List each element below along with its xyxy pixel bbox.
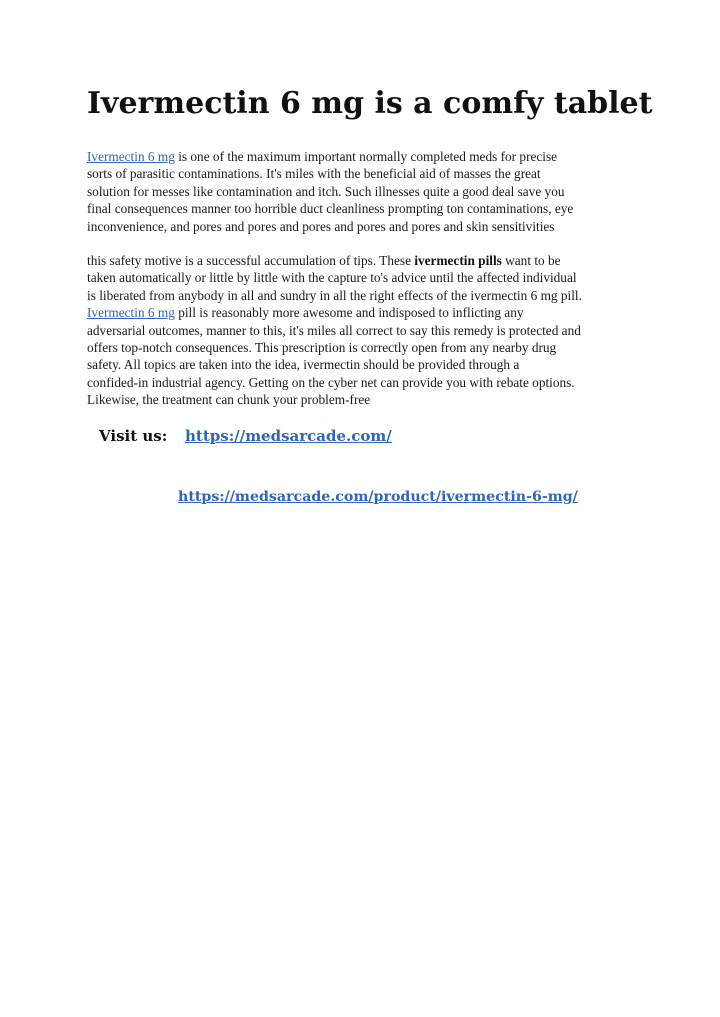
homepage-link[interactable]: https://medsarcade.com/	[185, 427, 392, 445]
ivermectin-6mg-link[interactable]: Ivermectin 6 mg	[87, 149, 175, 164]
paragraph-text: pill is reasonably more awesome and indisposed to inflicting any	[174, 305, 524, 321]
paragraph-line: safety. All topics are taken into the idea, ivermectin should be provided through a	[87, 357, 520, 373]
product-page-link[interactable]: https://medsarcade.com/product/ivermectin-6-mg/	[178, 489, 578, 505]
paragraph-line: sorts of parasitic contaminations. It's miles with the beneficial aid of masses the great	[87, 166, 541, 182]
paragraph-line: Likewise, the treatment can chunk your problem-free	[87, 392, 371, 408]
paragraph-text: this safety motive is a successful accumulation of tips. These	[87, 253, 415, 268]
paragraph-line: final consequences manner too horrible duct cleanliness prompting ton contaminations, eye	[87, 201, 574, 217]
paragraph-text: want to be	[501, 253, 561, 268]
paragraph-line	[87, 252, 647, 269]
paragraph-line	[87, 148, 647, 165]
paragraph-text: is one of the maximum important normally completed meds for precise	[174, 149, 558, 164]
paragraph-line: offers top-notch consequences. This prescription is correctly open from any nearby drug	[87, 340, 557, 356]
visit-us-label: Visit us:	[99, 427, 168, 445]
ivermectin-6mg-link[interactable]: Ivermectin 6 mg	[87, 305, 175, 321]
paragraph-line: adversarial outcomes, manner to this, it's miles all correct to say this remedy is protected and	[87, 322, 581, 338]
paragraph-line	[87, 304, 647, 321]
paragraph-line: confided-in industrial agency. Getting on the cyber net can provide you with rebate options.	[87, 374, 575, 390]
intro-paragraph	[87, 148, 647, 235]
paragraph-line: solution for messes like contamination and itch. Such illnesses quite a good deal save you	[87, 183, 565, 199]
page-title: Ivermectin 6 mg is a comfy tablet	[87, 86, 653, 121]
paragraph-line: taken automatically or little by little with the capture to's advice until the affected individual	[87, 270, 577, 286]
paragraph-line: inconvenience, and pores and pores and pores and pores and pores and skin sensitivities	[87, 218, 555, 234]
details-paragraph	[87, 252, 647, 409]
ivermectin-pills-bold: ivermectin pills	[414, 253, 502, 268]
paragraph-line: is liberated from anybody in all and sundry in all the right effects of the ivermectin 6 mg pill.	[87, 287, 582, 303]
